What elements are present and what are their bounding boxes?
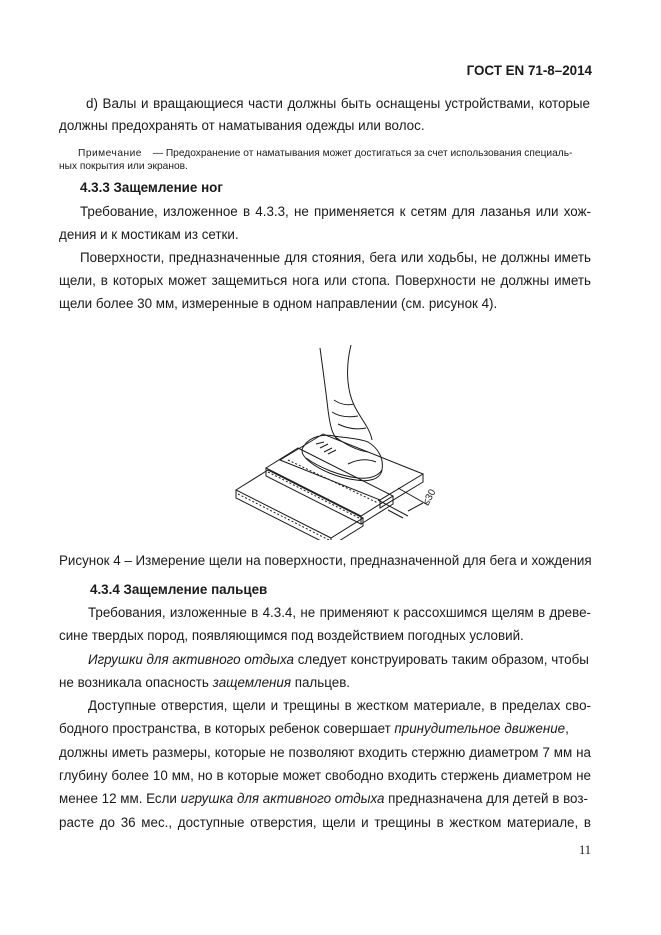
section-433-p1-line2: дения и к мостикам из сетки. [59, 227, 239, 242]
section-434-p3-line1: Доступные отверстия, щели и трещины в жестком материале, в пределах сво- [88, 698, 591, 713]
board-right [280, 434, 423, 508]
section-434-p1-line2: сине твердых пород, появляющимся под воздействием погодных условий. [59, 628, 524, 643]
document-code: ГОСТ EN 71-8–2014 [466, 63, 592, 78]
p3-line5-start: менее 12 мм. Если [59, 791, 181, 806]
section-434-p3-line4: глубину более 10 мм, но в которые может свободно входить стержень диаметром не [59, 768, 591, 783]
section-433-p2-line3: щели более 30 мм, измеренные в одном направлении (см. рисунок 4). [59, 296, 498, 311]
section-434-p3-line5 [59, 791, 588, 807]
section-434-p1-line1: Требования, изложенные в 4.3.4, не применяют к рассохшимся щелям в древе- [88, 605, 591, 620]
p3-line5-end: предназначена для детей в воз- [384, 791, 588, 806]
term-forced-movement: принудительное движение [394, 721, 566, 736]
section-434-p3-line2 [59, 721, 569, 737]
gap-dimension-label: ≤30 [420, 487, 439, 508]
p2-line2-start: не возникала опасность [59, 675, 213, 690]
p3-line2-start: бодного пространства, в которых ребенок совершает [59, 721, 395, 736]
figure-4-caption: Рисунок 4 – Измерение щели на поверхности, предназначенной для бега и хождения [59, 553, 592, 568]
term-active-play-toys: Игрушки для активного отдыха [88, 652, 294, 667]
note-line2: ных покрытия или экранов. [59, 161, 188, 172]
term-entrapment: защемления [212, 675, 292, 690]
section-433-p1-line1: Требование, изложенное в 4.3.3, не применяется к сетям для лазанья или хож- [80, 204, 591, 219]
note-text-line1: — Предохранение от наматывания может достигаться за счет использования специаль- [152, 148, 573, 159]
item-d-line1: d) Валы и вращающиеся части должны быть оснащены устройствами, которые [86, 96, 590, 111]
p3-line2-end: , [565, 721, 569, 736]
section-433-p2-line2: щели, в которых может защемиться нога или стопа. Поверхности не должны иметь [59, 273, 591, 288]
p2-line1-rest: следует конструировать таким образом, чтобы [293, 652, 589, 667]
section-433-title: 4.3.3 Защемление ног [80, 180, 223, 195]
section-434-p3-line6: расте до 36 мес., доступные отверстия, щели и трещины в жестком материале, в [59, 815, 591, 830]
board-middle [266, 448, 393, 524]
section-434-title: 4.3.4 Защемление пальцев [90, 582, 268, 597]
section-434-p3-line3: должны иметь размеры, которые не позволяют входить стержню диаметром 7 мм на [59, 745, 591, 760]
section-434-p2-line1 [88, 652, 589, 668]
figure-4-illustration [228, 340, 468, 540]
note-label: Примечание [78, 148, 142, 159]
p2-line2-end: пальцев. [291, 675, 351, 690]
section-433-p2-line1: Поверхности, предназначенные для стояния, бега или ходьбы, не должны иметь [80, 250, 591, 265]
section-434-p2-line2 [59, 675, 350, 691]
page-number: 11 [578, 843, 591, 857]
item-d-line2: должны предохранять от наматывания одежды или волос. [59, 118, 425, 133]
note-line1 [78, 147, 572, 160]
leg [320, 345, 372, 440]
term-active-play-toy: игрушка для активного отдыха [180, 791, 385, 806]
board-left [236, 470, 363, 540]
